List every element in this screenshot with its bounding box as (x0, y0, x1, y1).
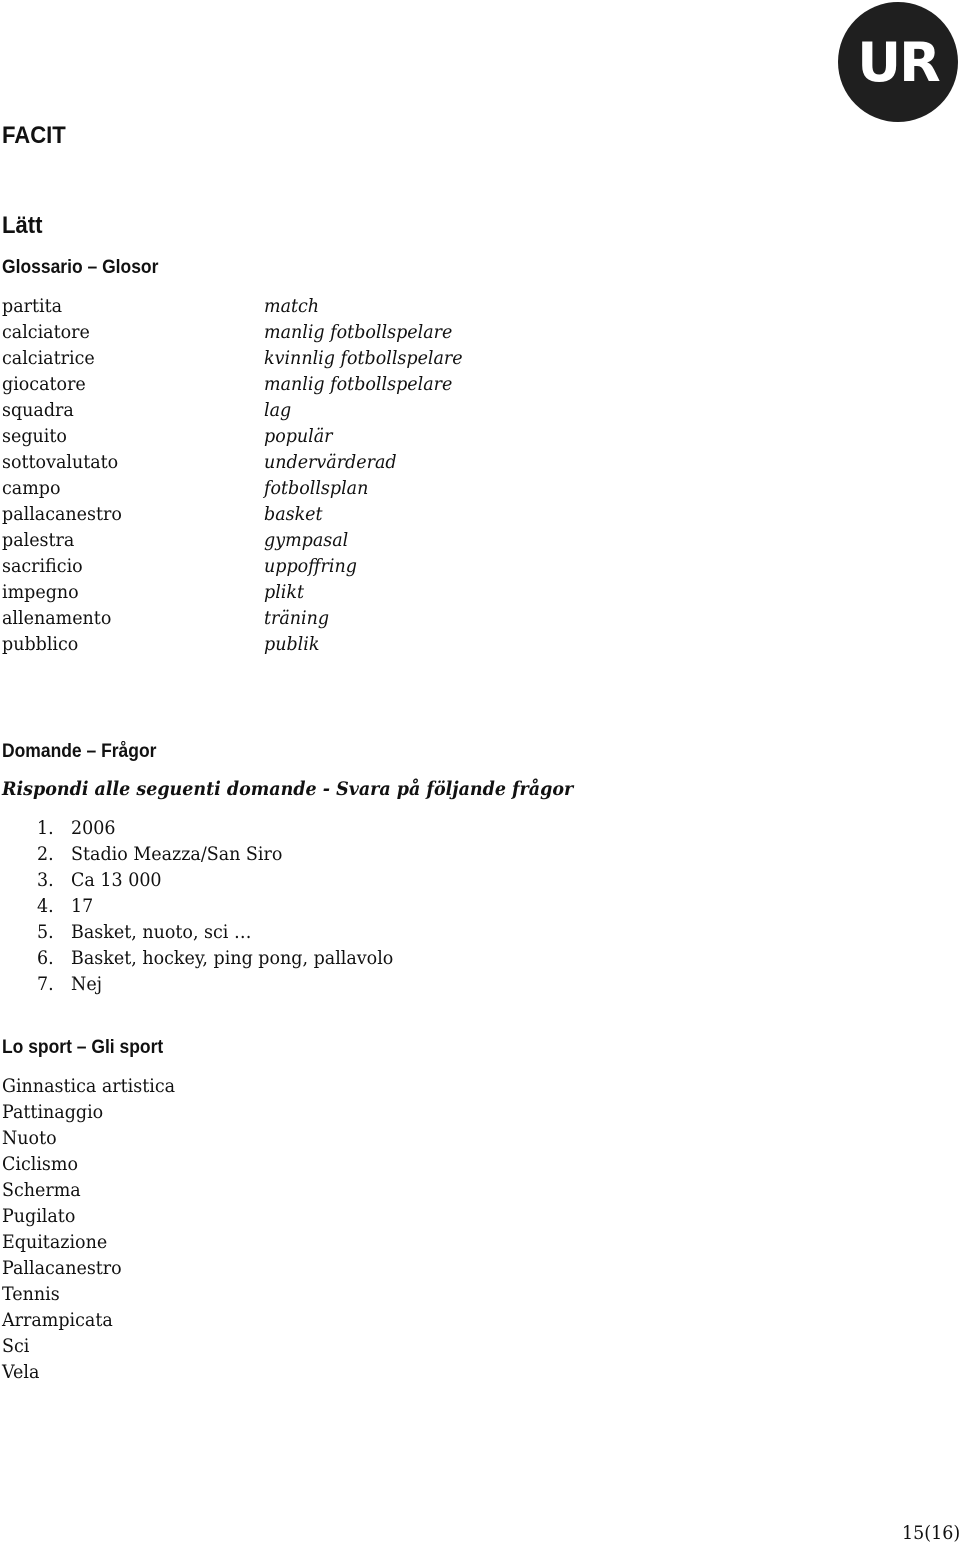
glossary-swedish-item: fotbollsplan (264, 477, 369, 499)
glossary-swedish-item: undervärderad (264, 451, 397, 473)
questions-instruction: Rispondi alle seguenti domande - Svara på följande frågor (2, 778, 574, 800)
page-number: 15(16) (901, 1522, 960, 1544)
glossary-swedish-item: populär (264, 425, 333, 447)
glossary-italian-item: calciatrice (2, 347, 95, 369)
answer-item (37, 893, 393, 919)
glossary-italian-item: squadra (2, 399, 74, 421)
glossary-italian-item: sottovalutato (2, 451, 119, 473)
sport-item: Pugilato (2, 1205, 76, 1227)
glossary-italian-item: pubblico (2, 633, 79, 655)
answer-number: 5. (37, 921, 54, 943)
answer-item (37, 815, 393, 841)
sport-item: Ginnastica artistica (2, 1075, 176, 1097)
glossary-swedish-item: match (264, 295, 320, 317)
answer-item (37, 971, 393, 997)
glossary-italian-item: campo (2, 477, 61, 499)
sport-item: Nuoto (2, 1127, 57, 1149)
answer-text: Ca 13 000 (71, 869, 162, 891)
answer-item (37, 945, 393, 971)
sport-item: Scherma (2, 1179, 81, 1201)
answer-item (37, 867, 393, 893)
answer-number: 6. (37, 947, 54, 969)
sport-item: Sci (2, 1335, 30, 1357)
glossary-italian-item: sacrificio (2, 555, 83, 577)
sport-item: Vela (2, 1361, 40, 1383)
glossary-italian-item: pallacanestro (2, 503, 122, 525)
sport-item: Pallacanestro (2, 1257, 122, 1279)
answers-list (37, 815, 424, 997)
glossary-heading: Glossario – Glosor (2, 257, 159, 278)
answer-text: 17 (71, 895, 94, 917)
answer-text: Nej (71, 973, 103, 995)
glossary-swedish-item: uppoffring (264, 555, 357, 577)
glossary-italian-item: seguito (2, 425, 67, 447)
answer-number: 3. (37, 869, 54, 891)
glossary-italian-item: giocatore (2, 373, 86, 395)
answer-item (37, 841, 393, 867)
sport-item: Pattinaggio (2, 1101, 104, 1123)
answer-number: 7. (37, 973, 54, 995)
glossary-swedish-item: lag (264, 399, 292, 421)
sport-item: Arrampicata (2, 1309, 113, 1331)
glossary-swedish-item: manlig fotbollspelare (264, 321, 453, 343)
glossary-swedish-item: manlig fotbollspelare (264, 373, 453, 395)
glossary-italian-item: allenamento (2, 607, 112, 629)
answer-number: 1. (37, 817, 54, 839)
sport-item: Equitazione (2, 1231, 108, 1253)
answer-text: Stadio Meazza/San Siro (71, 843, 283, 865)
sports-heading: Lo sport – Gli sport (2, 1037, 164, 1058)
glossary-italian-item: palestra (2, 529, 75, 551)
glossary-swedish-item: publik (264, 633, 320, 655)
glossary-italian-item: calciatore (2, 321, 90, 343)
glossary-italian-item: partita (2, 295, 63, 317)
glossary-swedish-list (264, 293, 480, 657)
page-title: FACIT (2, 122, 66, 149)
answer-number: 2. (37, 843, 54, 865)
answer-text: Basket, nuoto, sci … (71, 921, 252, 943)
sport-item: Ciclismo (2, 1153, 79, 1175)
sports-list (2, 1073, 190, 1385)
answer-text: Basket, hockey, ping pong, pallavolo (71, 947, 394, 969)
glossary-swedish-item: gympasal (264, 529, 349, 551)
glossary-italian-item: impegno (2, 581, 79, 603)
level-heading: Lätt (2, 212, 43, 239)
answer-item (37, 919, 393, 945)
answer-number: 4. (37, 895, 54, 917)
sport-item: Tennis (2, 1283, 60, 1305)
glossary-swedish-item: träning (264, 607, 330, 629)
glossary-swedish-item: kvinnlig fotbollspelare (264, 347, 463, 369)
answer-text: 2006 (71, 817, 116, 839)
ur-logo: UR (838, 2, 958, 122)
questions-heading: Domande – Frågor (2, 741, 157, 762)
glossary-swedish-item: basket (264, 503, 323, 525)
glossary-italian-list (2, 293, 132, 657)
glossary-swedish-item: plikt (264, 581, 304, 603)
